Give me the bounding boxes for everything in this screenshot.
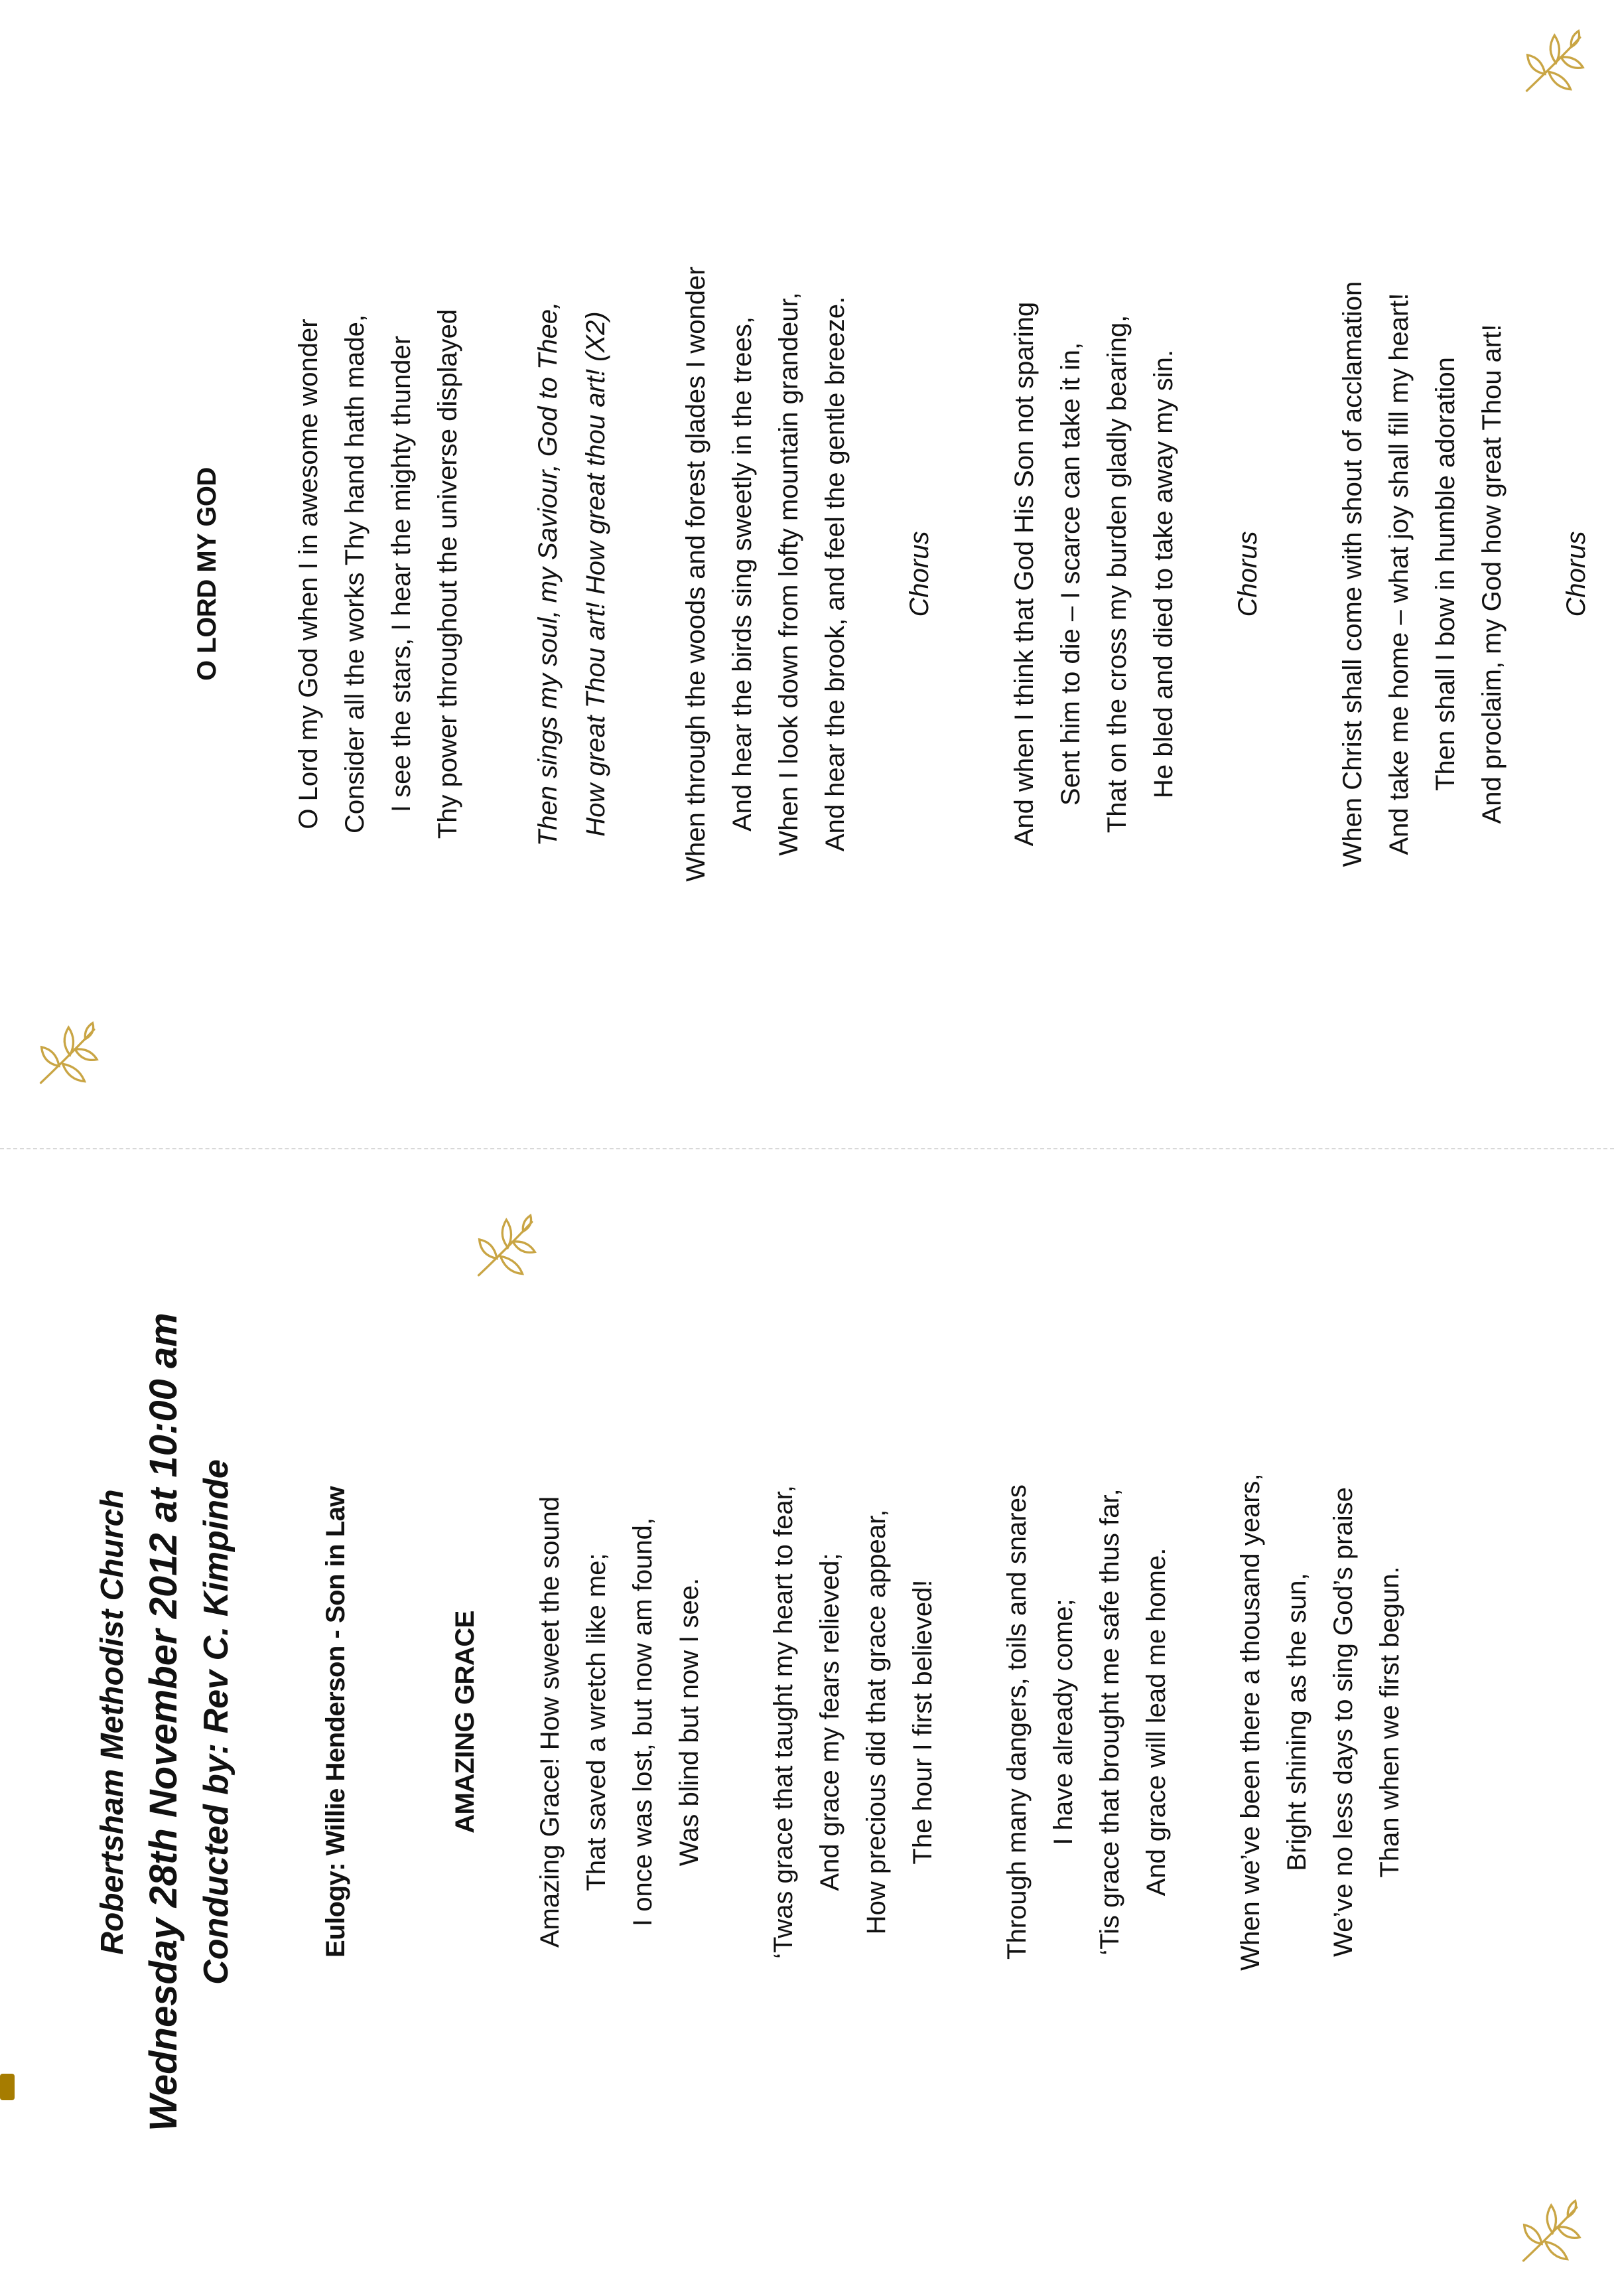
left-panel [0, 1148, 1614, 2296]
leaf-sprig-icon [468, 1211, 541, 1284]
verse-line: And hear the birds sing sweetly in the trees, [728, 317, 757, 831]
hymn2-verse-4 [1329, 0, 1515, 1148]
chorus-label: Chorus [905, 531, 934, 617]
church-name: Robertsham Methodist Church [95, 1489, 130, 1955]
verse-line: And when I think that God His Son not sparing [1010, 301, 1039, 847]
verse-line: I see the stars, I hear the mighty thunder [387, 335, 416, 813]
verse-line: Than when we first begun. [1375, 1566, 1405, 1878]
seal-mark [0, 2074, 15, 2100]
verse-line: That on the cross my burden gladly bearing, [1103, 315, 1132, 833]
verse-line: Then shall I bow in humble adoration [1431, 357, 1460, 791]
chorus-line: Then sings my soul, my Saviour, God to Thee, [533, 301, 563, 847]
verse-line: I once was lost, but now am found, [628, 1518, 658, 1926]
hymn2-verse-1 [285, 0, 471, 1148]
eulogy-line: Eulogy: Willie Henderson - Son in Law [321, 1486, 351, 1958]
verse-line: Bright shining as the sun, [1282, 1573, 1312, 1871]
verse-line: And take me home – what joy shall fill my heart! [1384, 293, 1414, 855]
verse-line: Thy power throughout the universe displayed [433, 309, 462, 839]
verse-line: Through many dangers, toils and snares [1002, 1484, 1032, 1960]
chorus-text [524, 0, 620, 1148]
hymn-title-o-lord-my-god: O LORD MY GOD [192, 467, 222, 681]
verse-line: And grace my fears relieved; [815, 1553, 845, 1891]
leaf-sprig-icon [1516, 27, 1589, 100]
chorus-line: How great Thou art! How great thou art! (X2) [581, 311, 610, 837]
chorus-label: Chorus [1233, 531, 1262, 617]
verse-line: The hour I first believed! [908, 1579, 938, 1865]
leaf-sprig-icon [30, 1019, 103, 1092]
verse-line: Was blind but now I see. [675, 1577, 705, 1867]
hymn1-verse-1 [527, 1148, 712, 2296]
hymn1-verse-4 [1227, 1148, 1413, 2296]
verse-line: ‘Tis grace that brought me safe thus far, [1095, 1488, 1125, 1956]
verse-line: That saved a wretch like me; [582, 1553, 612, 1891]
hymn2-verse-2 [673, 0, 858, 1148]
service-date: Wednesday 28th November 2012 at 10:00 am [141, 1313, 185, 2131]
leaf-sprig-icon [1513, 2196, 1585, 2269]
verse-line: We’ve no less days to sing God’s praise [1329, 1487, 1359, 1957]
verse-line: He bled and died to take away my sin. [1149, 350, 1178, 798]
hymn-title-amazing-grace: AMAZING GRACE [450, 1611, 480, 1833]
verse-line: Amazing Grace! How sweet the sound [535, 1496, 565, 1948]
verse-line: O Lord my God when I in awesome wonder [294, 319, 323, 829]
hymn2-verse-3 [1001, 0, 1187, 1148]
verse-line: When Christ shall come with shout of acclamation [1338, 281, 1367, 867]
conducted-by: Conducted by: Rev C. Kimpinde [196, 1459, 235, 1985]
verse-line: When through the woods and forest glades I wonder [681, 266, 710, 882]
verse-line: When we’ve been there a thousand years, [1236, 1473, 1266, 1971]
verse-line: When I look down from lofty mountain grandeur, [774, 292, 803, 856]
hymn1-verse-3 [994, 1148, 1179, 2296]
hymn1-verse-2 [760, 1148, 946, 2296]
verse-line: Consider all the works Thy hand hath made, [340, 315, 370, 833]
verse-line: How precious did that grace appear, [862, 1509, 892, 1935]
verse-line: ‘Twas grace that taught my heart to fear, [769, 1485, 799, 1959]
verse-line: And proclaim, my God how great Thou art! [1477, 324, 1507, 824]
verse-line: I have already come; [1049, 1599, 1079, 1845]
verse-line: Sent him to die – I scarce can take it in, [1056, 342, 1085, 806]
verse-line: And hear the brook, and feel the gentle breeze. [821, 296, 850, 852]
chorus-label: Chorus [1562, 531, 1591, 617]
verse-line: And grace will lead me home. [1142, 1547, 1172, 1897]
